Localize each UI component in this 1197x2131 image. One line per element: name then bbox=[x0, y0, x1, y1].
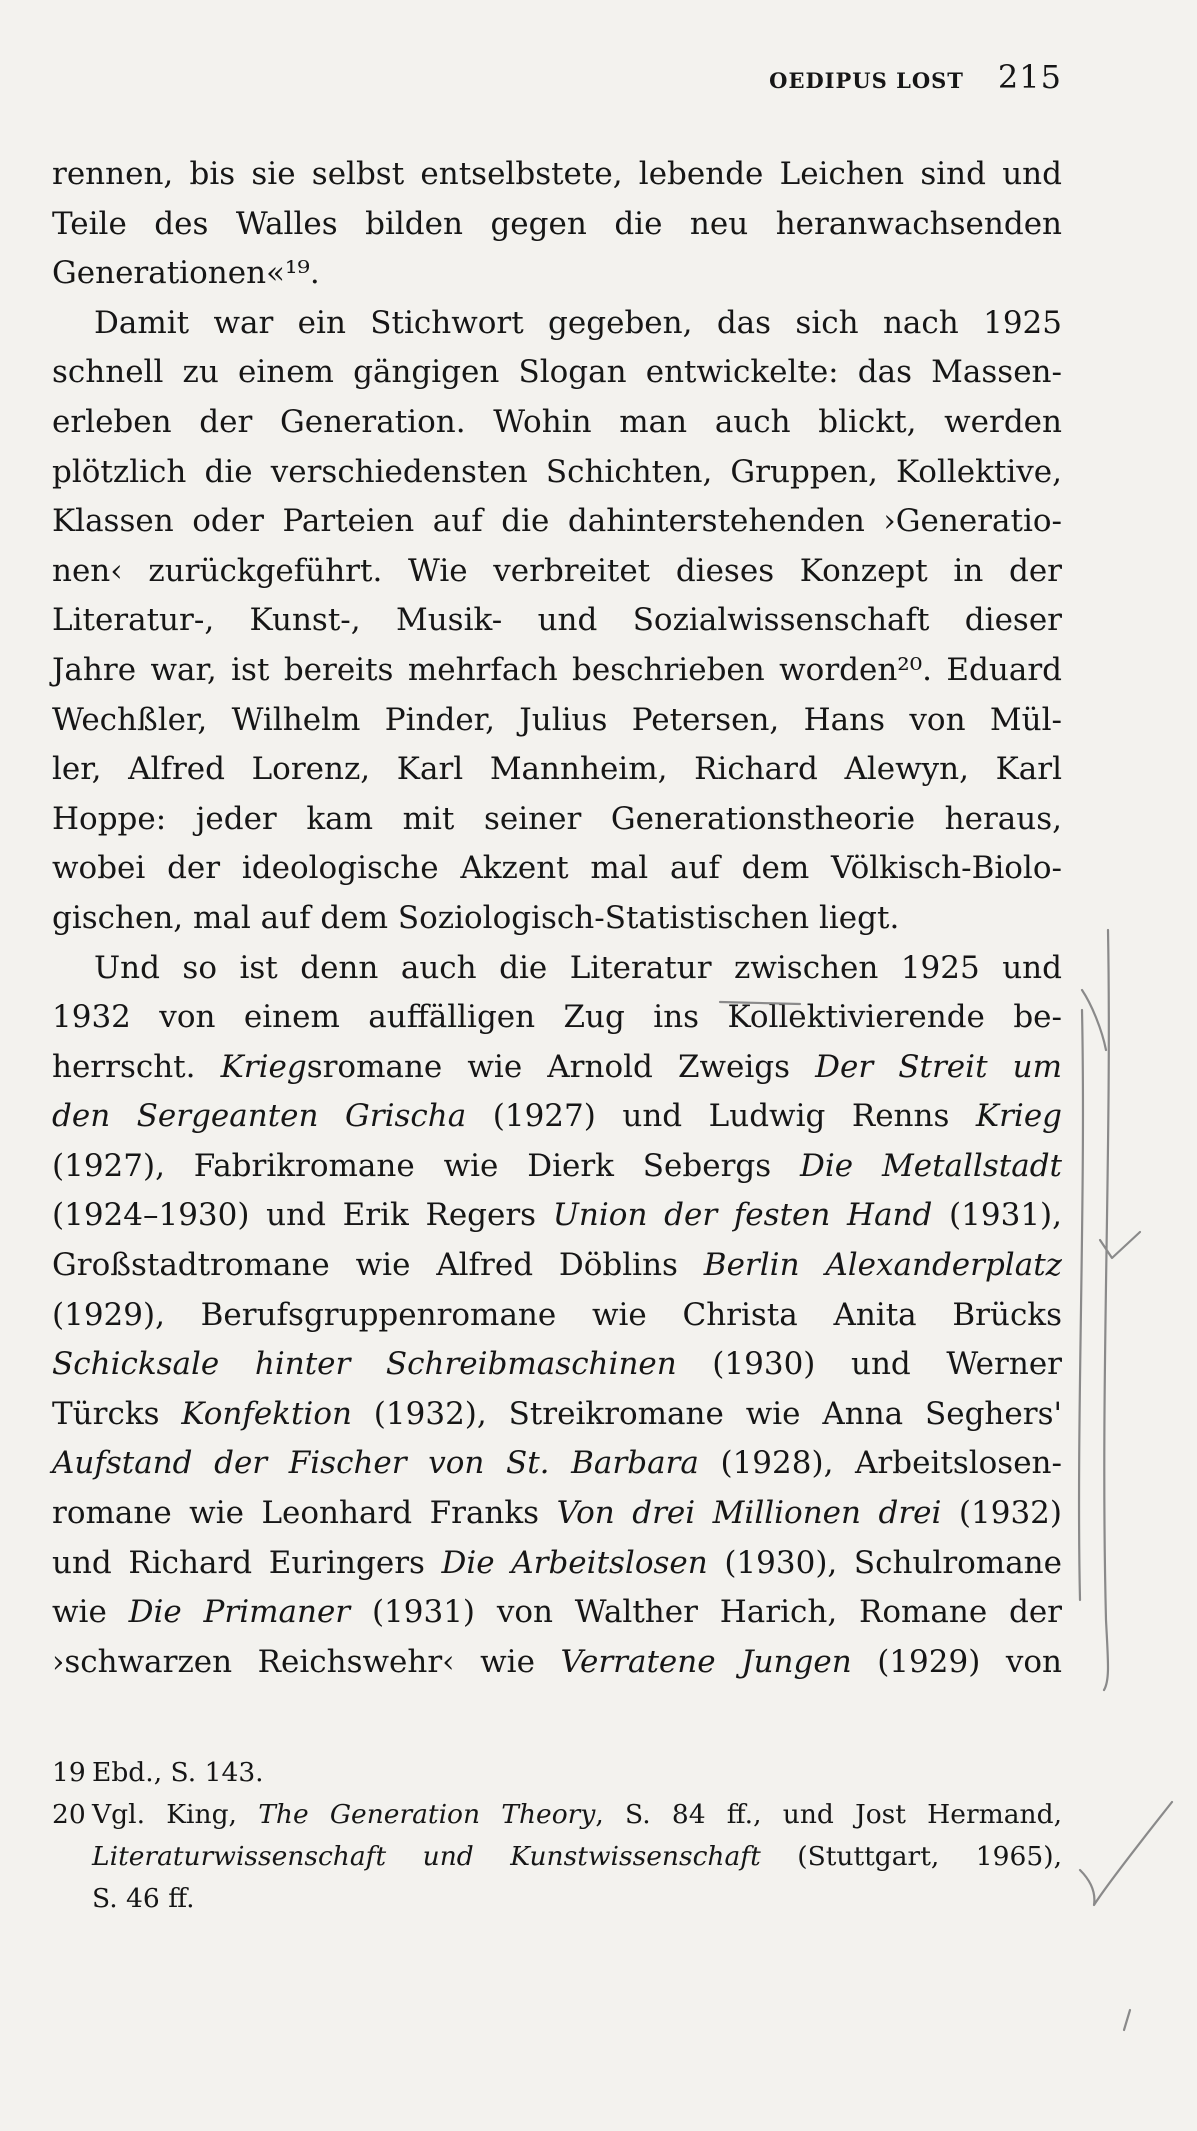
text-line: (1927), Fabrikromane wie Dierk Sebergs Die Metallstadt bbox=[52, 1147, 1062, 1184]
text-line: Großstadtromane wie Alfred Döblins Berlin Alexanderplatz bbox=[52, 1247, 1062, 1284]
italic-title: Schicksale hinter Schreibmaschinen bbox=[52, 1346, 677, 1383]
text-line: Jahre war, ist bereits mehrfach beschrieben worden²⁰. Eduard bbox=[52, 651, 1062, 688]
text-line: Und so ist denn auch die Literatur zwischen 1925 und bbox=[94, 949, 1062, 986]
footnote-number: 20 bbox=[52, 1799, 86, 1830]
italic-title: Von drei Millionen drei bbox=[556, 1495, 942, 1532]
text-line: ler, Alfred Lorenz, Karl Mannheim, Richard Alewyn, Karl bbox=[52, 751, 1062, 788]
text-line: und Richard Euringers Die Arbeitslosen (1930), Schulromane bbox=[52, 1544, 1062, 1581]
italic-title: Aufstand der Fischer von St. Barbara bbox=[52, 1445, 699, 1482]
italic-title: Der Streit um bbox=[815, 1048, 1062, 1085]
italic-title: Berlin Alexanderplatz bbox=[703, 1247, 1062, 1284]
text-line: 1932 von einem auffälligen Zug ins Kollektivierende be- bbox=[52, 999, 1062, 1036]
text-line: wie Die Primaner (1931) von Walther Harich, Romane der bbox=[52, 1594, 1062, 1631]
text-line: Literatur-, Kunst-, Musik- und Sozialwissenschaft dieser bbox=[52, 602, 1062, 639]
text-line: erleben der Generation. Wohin man auch blickt, werden bbox=[52, 403, 1062, 440]
text-line: Klassen oder Parteien auf die dahinterstehenden ›Generatio- bbox=[52, 503, 1062, 540]
footnote-line bbox=[52, 1836, 1062, 1878]
text-line: Türcks Konfektion (1932), Streikromane wie Anna Seghers' bbox=[52, 1395, 1062, 1432]
text-line: Hoppe: jeder kam mit seiner Generationstheorie heraus, bbox=[52, 800, 1062, 837]
text-line: Wechßler, Wilhelm Pinder, Julius Petersen, Hans von Mül- bbox=[52, 701, 1062, 738]
italic-title: Die Arbeitslosen bbox=[441, 1544, 708, 1581]
running-title: OEDIPUS LOST bbox=[769, 68, 964, 93]
margin-line-mark bbox=[1082, 990, 1106, 1050]
text-line: romane wie Leonhard Franks Von drei Millionen drei (1932) bbox=[52, 1495, 1062, 1532]
text-line: Aufstand der Fischer von St. Barbara (1928), Arbeitslosen- bbox=[52, 1445, 1062, 1482]
footnote-text: Vgl. King, The Generation Theory, S. 84 ff., und Jost Hermand, bbox=[92, 1799, 1062, 1830]
text-line: Damit war ein Stichwort gegeben, das sich nach 1925 bbox=[94, 304, 1062, 341]
footnote-check-mark bbox=[1080, 1802, 1172, 1905]
text-line: wobei der ideologische Akzent mal auf dem Völkisch-Biolo- bbox=[52, 850, 1062, 887]
text-line: schnell zu einem gängigen Slogan entwickelte: das Massen- bbox=[52, 354, 1062, 391]
margin-check-mark bbox=[1100, 1232, 1140, 1258]
footnote-line bbox=[52, 1878, 1062, 1920]
text-line: plötzlich die verschiedensten Schichten, Gruppen, Kollektive, bbox=[52, 453, 1062, 490]
page-number: 215 bbox=[997, 58, 1062, 96]
italic-title: Krieg bbox=[220, 1048, 307, 1085]
footnote-number: 19 bbox=[52, 1757, 86, 1788]
footnotes bbox=[52, 1752, 1062, 1920]
body-text bbox=[52, 150, 1062, 1687]
italic-title: Die Metallstadt bbox=[800, 1147, 1062, 1184]
text-line: Schicksale hinter Schreibmaschinen (1930) und Werner bbox=[52, 1346, 1062, 1383]
italic-title: Union der festen Hand bbox=[552, 1197, 933, 1234]
text-line: (1929), Berufsgruppenromane wie Christa Anita Brücks bbox=[52, 1296, 1062, 1333]
italic-title: den Sergeanten Grischa bbox=[52, 1098, 467, 1135]
text-line: ›schwarzen Reichswehr‹ wie Verratene Jungen (1929) von bbox=[52, 1643, 1062, 1680]
footnote-text: Literaturwissenschaft und Kunstwissenschaft (Stuttgart, 1965), bbox=[92, 1841, 1063, 1872]
text-line: herrscht. Kriegsromane wie Arnold Zweigs Der Streit um bbox=[52, 1048, 1062, 1085]
text-line: Teile des Walles bilden gegen die neu heranwachsenden bbox=[52, 205, 1062, 242]
italic-title: Literaturwissenschaft und Kunstwissenschaft bbox=[92, 1841, 761, 1872]
italic-title: Die Primaner bbox=[128, 1594, 351, 1631]
footnote-text: S. 46 ff. bbox=[92, 1883, 195, 1914]
text-line: nen‹ zurückgeführt. Wie verbreitet dieses Konzept in der bbox=[52, 552, 1062, 589]
footnote-line bbox=[52, 1752, 1062, 1794]
italic-title: Konfektion bbox=[181, 1395, 352, 1432]
italic-title: Krieg bbox=[975, 1098, 1063, 1135]
margin-tick-mark bbox=[1124, 2010, 1130, 2030]
italic-title: Verratene Jungen bbox=[560, 1643, 852, 1680]
footnote-text: Ebd., S. 143. bbox=[92, 1757, 264, 1788]
margin-bracket-mark bbox=[1104, 930, 1109, 1690]
footnote-line bbox=[52, 1794, 1062, 1836]
text-line: den Sergeanten Grischa (1927) und Ludwig Renns Krieg bbox=[52, 1098, 1063, 1135]
running-head bbox=[769, 58, 1062, 96]
margin-bracket-mark-inner bbox=[1079, 1010, 1083, 1600]
text-line: rennen, bis sie selbst entselbstete, lebende Leichen sind und bbox=[52, 156, 1062, 192]
text-line: (1924–1930) und Erik Regers Union der festen Hand (1931), bbox=[52, 1197, 1062, 1234]
text-line: Generationen«¹⁹. bbox=[52, 255, 320, 292]
italic-title: The Generation Theory bbox=[258, 1799, 596, 1830]
text-line: gischen, mal auf dem Soziologisch-Statistischen liegt. bbox=[52, 899, 900, 936]
